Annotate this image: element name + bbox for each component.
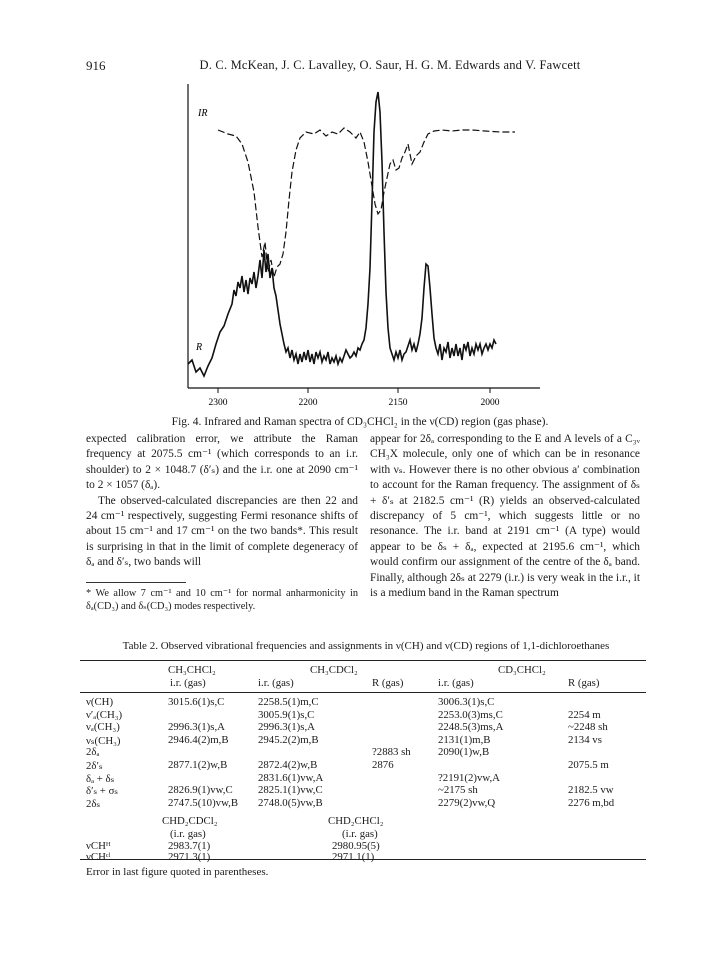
- table-cell: 2279(2)vw,Q: [438, 796, 496, 809]
- lower-group-header: CHD₂CHCl₂: [328, 815, 384, 827]
- table-cell: 2831.6(1)vw,A: [258, 771, 324, 784]
- ir-label: IR: [198, 108, 208, 119]
- lower-sub-header: (i.r. gas): [170, 828, 206, 840]
- row-assignment: δ′ₛ + σₛ: [86, 785, 119, 798]
- row-assignment: ν(CH): [86, 696, 114, 708]
- table-cell: 2090(1)w,B: [438, 746, 490, 759]
- table-cell: ~2175 sh: [438, 784, 478, 797]
- row-assignment: νCHᶜˡ: [86, 851, 111, 863]
- row-assignment: 2δₐ: [86, 746, 100, 759]
- page-number: 916: [86, 58, 106, 73]
- table-cell: 2248.5(3)ms,A: [438, 721, 504, 734]
- table-caption: Table 2. Observed vibrational frequencies and assignments in ν(CH) and ν(CD) regions of 1,1-dichloroethanes: [122, 640, 610, 652]
- right-column: [370, 432, 640, 601]
- table-cell: ?2191(2)vw,A: [438, 771, 500, 784]
- row-assignment: δₐ + δₛ: [86, 772, 115, 785]
- lower-group-header: CHD₂CDCl₂: [162, 815, 218, 827]
- table-cell: 2872.4(2)w,B: [258, 759, 318, 771]
- table-cell: 2276 m,bd: [568, 796, 615, 809]
- table-cell: 2075.5 m: [568, 759, 609, 771]
- table-cell: 2182.5 vw: [568, 784, 614, 797]
- group-header: CD₃CHCl₂: [498, 664, 546, 676]
- table-cell: 2996.3(1)s,A: [168, 721, 225, 734]
- table-cell: 2980.95(5): [332, 840, 380, 852]
- table-footnote: Error in last figure quoted in parentheses.: [86, 866, 269, 878]
- group-header: CH₃CHCl₂: [168, 664, 216, 676]
- table-cell: 2748.0(5)vw,B: [258, 796, 323, 809]
- lower-sub-header: (i.r. gas): [342, 828, 378, 840]
- right-paragraph-1: appear for 2δₐ corresponding to the E and A levels of a C₃ᵥ CH₃X molecule, only one of which can be in resonance with νₛ. However there is no other obvious a′ combination to account for the Raman frequency. The assignment of δₛ + δ′ₛ at 2182.5 cm⁻¹ (R) yields an observed-calculated discrepancy of 5 cm⁻¹, which suggests little or no resonance. The i.r. band at 2191 cm⁻¹ (A type) would appear to be δₛ + δₐ, expected at 2195.6 cm⁻¹, which would confirm our assignment of the centre of the δₐ band. Finally, although 2δₛ at 2279 (i.r.) is very weak in the i.r., it is a medium band in the Raman spectrum: [370, 433, 640, 600]
- table-cell: 2747.5(10)vw,B: [168, 796, 239, 809]
- sub-header: i.r. (gas): [258, 677, 294, 689]
- row-assignment: 2δ′ₛ: [86, 760, 103, 772]
- row-assignment: ν′ₐ(CH₃): [86, 708, 123, 721]
- footnote: * We allow 7 cm⁻¹ and 10 cm⁻¹ for normal anharmonicity in δₐ(CD₃) and δₛ(CD₃) modes respectively.: [86, 588, 358, 612]
- table-cell: 3006.3(1)s,C: [438, 696, 495, 708]
- table-cell: 2971.3(1): [168, 851, 211, 863]
- spectra-plot: [170, 82, 550, 412]
- table-cell: 2258.5(1)m,C: [258, 696, 319, 708]
- group-header: CH₃CDCl₂: [310, 664, 358, 676]
- table-header-rule: [80, 692, 646, 693]
- table-cell: 2253.0(3)ms,C: [438, 708, 503, 721]
- x-tick-label: 2200: [298, 398, 318, 408]
- table-cell: 3005.9(1)s,C: [258, 708, 315, 721]
- x-tick-label: 2300: [208, 398, 228, 408]
- table-cell: 3015.6(1)s,C: [168, 696, 225, 708]
- table-cell: 2826.9(1)vw,C: [168, 784, 233, 797]
- table-cell: 2254 m: [568, 708, 601, 721]
- table-cell: 2945.2(2)m,B: [258, 733, 319, 746]
- sub-header: R (gas): [568, 677, 600, 689]
- raman-trace: [188, 92, 496, 376]
- row-assignment: νₛ(CH₃): [86, 734, 121, 747]
- table-cell: 2825.1(1)vw,C: [258, 784, 323, 797]
- raman-label: R: [196, 342, 203, 353]
- table-top-rule: [80, 660, 646, 661]
- footnote-rule: [86, 582, 186, 583]
- table-cell: 2131(1)m,B: [438, 733, 491, 746]
- row-assignment: νₐ(CH₃): [86, 721, 120, 734]
- x-tick-label: 2150: [388, 398, 408, 408]
- table-cell: 2877.1(2)w,B: [168, 759, 228, 771]
- table-bottom-rule: [80, 859, 646, 860]
- row-assignment: 2δₛ: [86, 797, 101, 810]
- left-paragraph-2: The observed-calculated discrepancies are then 22 and 24 cm⁻¹ respectively, suggesting Fermi resonance shifts of about 15 cm⁻¹ and 17 cm⁻¹ on the two bands*. This result is surprising in that in the limit of complete degeneracy of δₐ and δ′ₛ, two bands will: [86, 494, 358, 569]
- left-column: [86, 432, 358, 571]
- running-head: D. C. McKean, J. C. Lavalley, O. Saur, H. G. M. Edwards and V. Fawcett: [199, 58, 581, 72]
- table-cell: ~2248 sh: [568, 721, 608, 734]
- table-cell: 2876: [372, 759, 394, 771]
- table-cell: 2996.3(1)s,A: [258, 721, 315, 734]
- x-tick-label: 2000: [480, 398, 500, 408]
- table-cell: ?2883 sh: [372, 746, 411, 759]
- sub-header: i.r. (gas): [170, 677, 206, 689]
- figure-caption: Fig. 4. Infrared and Raman spectra of CD₃CHCl₂ in the ν(CD) region (gas phase).: [171, 416, 549, 428]
- sub-header: R (gas): [372, 677, 404, 689]
- table-cell: 2971.1(1): [332, 851, 375, 863]
- left-paragraph-1: expected calibration error, we attribute the Raman frequency at 2075.5 cm⁻¹ (which corresponds to an i.r. shoulder) to 2 × 1048.7 (δ′ₛ) and the i.r. one at 2090 cm⁻¹ to 2 × 1057 (δₐ).: [86, 433, 358, 492]
- row-assignment: νCHᴴ: [86, 840, 111, 852]
- spectra-figure: [170, 82, 550, 417]
- table-cell: 2946.4(2)m,B: [168, 733, 229, 746]
- table-cell: 2983.7(1): [168, 840, 211, 852]
- ir-trace: [218, 128, 515, 277]
- table-cell: 2134 vs: [568, 733, 602, 746]
- sub-header: i.r. (gas): [438, 677, 474, 689]
